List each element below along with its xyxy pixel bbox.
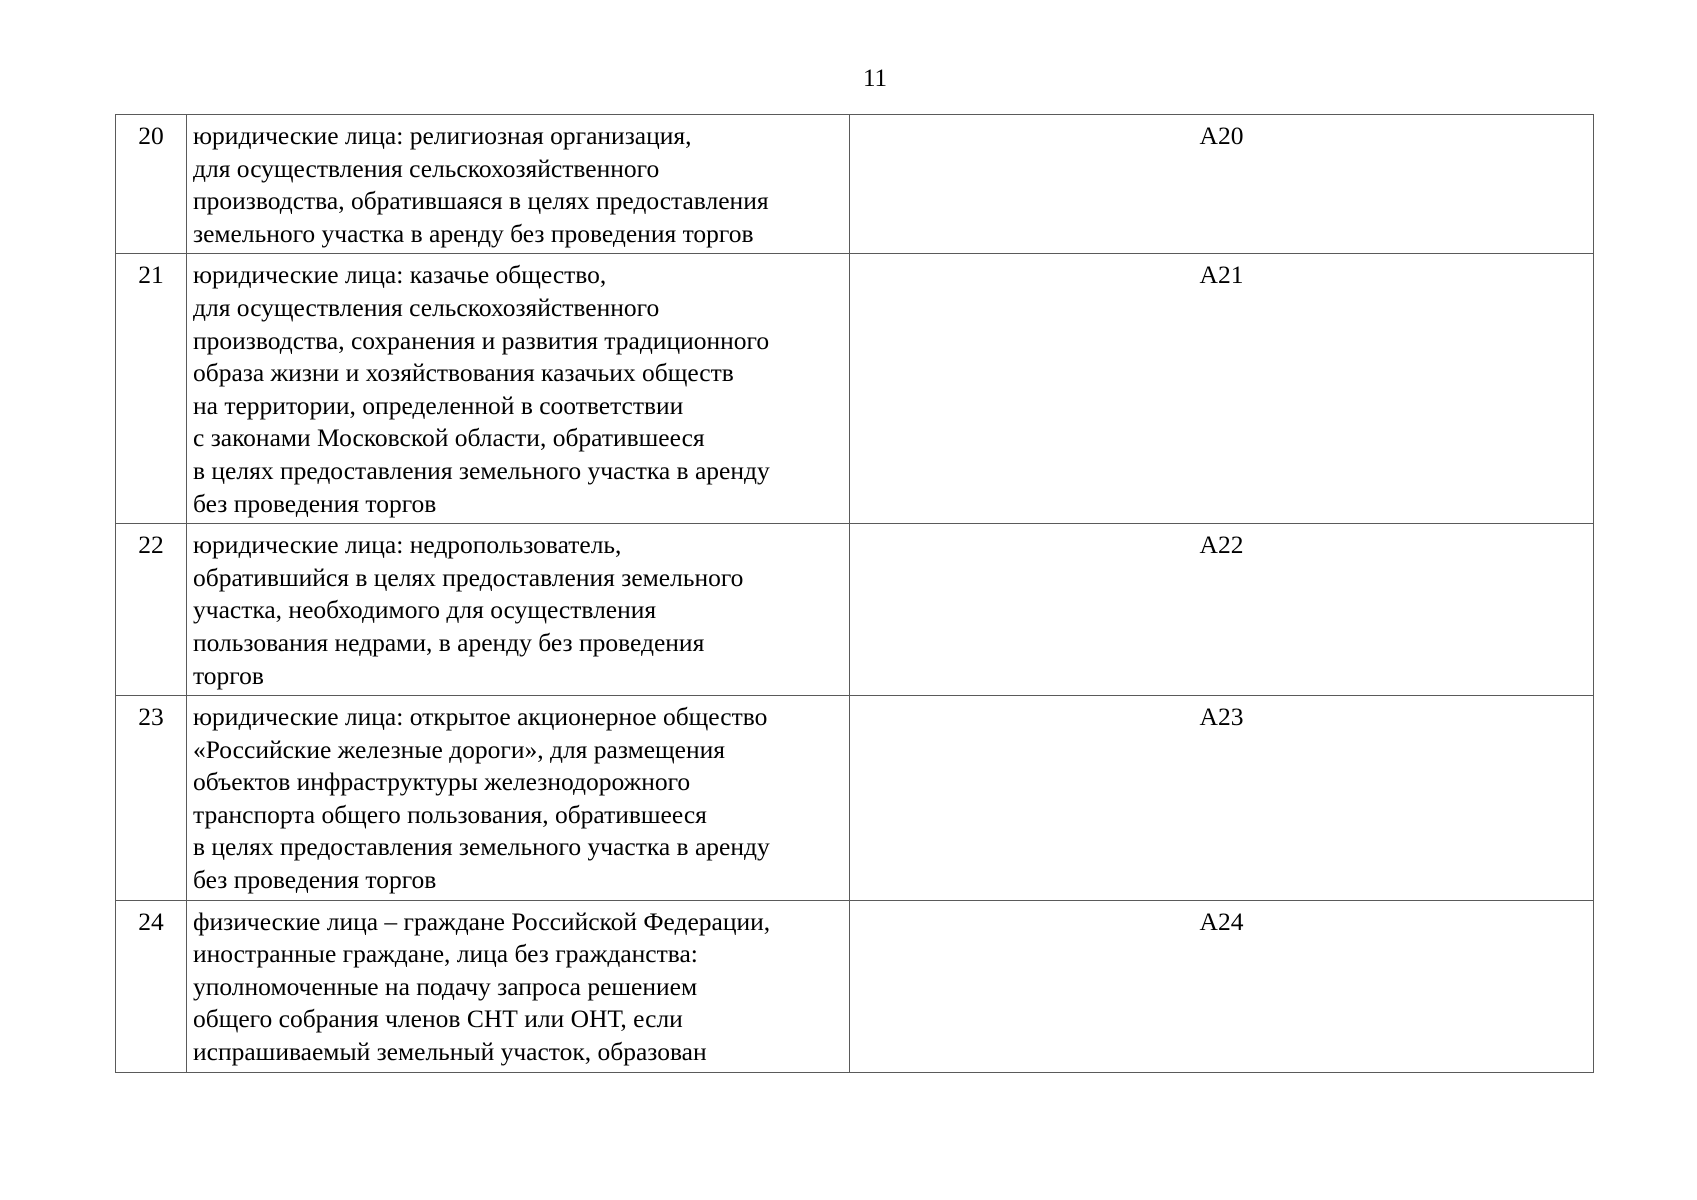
row-description-cell: физические лица – граждане Российской Федерации, иностранные граждане, лица без гражданства: уполномоченные на подачу запроса решением общего собрания членов СНТ или ОНТ, если испрашиваемый земельный участок, образован [187,900,850,1072]
page-number: 11 [862,65,888,92]
applicant-category-table [115,114,1594,1073]
table-row [116,115,1594,254]
row-description-cell: юридические лица: недропользователь, обратившийся в целях предоставления земельного участка, необходимого для осуществления пользования недрами, в аренду без проведения торгов [187,524,850,696]
table-row [116,900,1594,1072]
row-number-cell: 24 [116,900,187,1072]
table-row [116,696,1594,901]
row-number-cell: 23 [116,696,187,901]
row-code-cell: А23 [850,696,1594,901]
row-code-cell: А21 [850,254,1594,524]
row-description-cell: юридические лица: религиозная организация, для осуществления сельскохозяйственного производства, обратившаяся в целях предоставления земельного участка в аренду без проведения торгов [187,115,850,254]
row-number-cell: 20 [116,115,187,254]
row-code-cell: А24 [850,900,1594,1072]
row-code-cell: А20 [850,115,1594,254]
row-number-cell: 22 [116,524,187,696]
row-code-cell: А22 [850,524,1594,696]
table-row [116,524,1594,696]
row-description-cell: юридические лица: открытое акционерное общество «Российские железные дороги», для размещения объектов инфраструктуры железнодорожного транспорта общего пользования, обратившееся в целях предоставления земельного участка в аренду без проведения торгов [187,696,850,901]
table-row [116,254,1594,524]
row-number-cell: 21 [116,254,187,524]
row-description-cell: юридические лица: казачье общество, для осуществления сельскохозяйственного производства, сохранения и развития традиционного образа жизни и хозяйствования казачьих обществ на территории, определенной в соответствии с законами Московской области, обратившееся в целях предоставления земельного участка в аренду без проведения торгов [187,254,850,524]
